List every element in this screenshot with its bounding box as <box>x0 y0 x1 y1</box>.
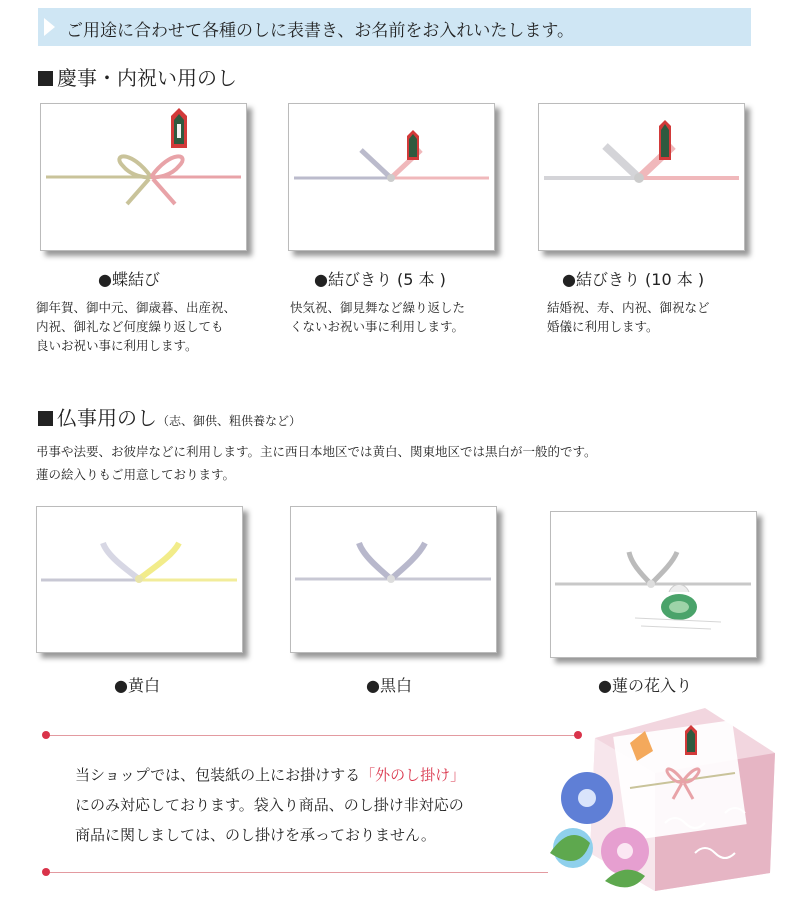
notice-line-2: にのみ対応しております。袋入り商品、のし掛け非対応の <box>75 796 464 814</box>
desc-line: 内祝、御礼など何度繰り返しても <box>36 319 224 334</box>
noshi-kokubyaku-illustration <box>291 507 496 652</box>
square-bullet-icon <box>38 411 53 426</box>
celebration-heading-text: 慶事・内祝い用のし <box>57 66 237 90</box>
label-musubikiri-5: ●結びきり (5 本 ) <box>314 270 446 289</box>
label-musubikiri-10: ●結びきり (10 本 ) <box>562 270 705 289</box>
noshi-card-kishiro <box>36 506 243 653</box>
buddhist-heading-sub: （志、御供、粗供養など） <box>157 414 302 428</box>
desc-line: くないお祝い事に利用します。 <box>290 319 465 334</box>
desc-line: 快気祝、御見舞など繰り返した <box>290 300 466 315</box>
arrow-icon <box>44 18 55 36</box>
noshi-lotus-illustration <box>551 512 756 657</box>
desc-line: 御年賀、御中元、御歳暮、出産祝、 <box>36 300 237 315</box>
buddhist-paragraph <box>36 440 597 486</box>
dot-icon <box>42 731 50 739</box>
notice-line-1 <box>75 760 465 790</box>
label-kishiro: ●黄白 <box>114 676 160 695</box>
notice-line-1-text: 当ショップでは、包装紙の上にお掛けする <box>75 766 361 784</box>
label-lotus: ●蓮の花入り <box>598 676 692 695</box>
desc-chomusubi <box>36 298 236 355</box>
desc-line: 結婚祝、寿、内祝、御祝など <box>547 300 710 315</box>
dot-icon <box>42 868 50 876</box>
banner-text: ご用途に合わせて各種のしに表書き、お名前をお入れいたします。 <box>66 21 574 41</box>
divider-bottom <box>48 872 548 873</box>
noshi-card-kokubyaku <box>290 506 497 653</box>
noshi-kishiro-illustration <box>37 507 242 652</box>
buddhist-heading-text: 仏事用のし <box>57 406 157 430</box>
noshi-card-musubikiri-5 <box>288 103 495 251</box>
notice-line-3: 商品に関しましては、のし掛けを承っておりません。 <box>75 826 436 844</box>
desc-musubikiri-5 <box>290 298 465 336</box>
desc-line: 良いお祝い事に利用します。 <box>36 338 198 353</box>
gift-box-illustration <box>545 703 780 893</box>
header-banner <box>38 8 751 46</box>
noshi-card-musubikiri-10 <box>538 103 745 251</box>
notice-text <box>75 760 465 850</box>
noshi-card-lotus <box>550 511 757 658</box>
noshi-card-chomusubi <box>40 103 247 251</box>
noshi-chomusubi-illustration <box>41 104 246 250</box>
desc-musubikiri-10 <box>547 298 710 336</box>
para-line: 弔事や法要、お彼岸などに利用します。主に西日本地区では黄白、関東地区では黒白が一般的です。 <box>36 444 597 459</box>
buddhist-heading <box>38 402 301 431</box>
divider-top <box>48 735 578 736</box>
label-chomusubi: ●蝶結び <box>98 270 160 289</box>
label-kokubyaku: ●黒白 <box>366 676 412 695</box>
noshi-musubikiri-10-illustration <box>539 104 744 250</box>
square-bullet-icon <box>38 71 53 86</box>
noshi-musubikiri-5-illustration <box>289 104 494 250</box>
desc-line: 婚儀に利用します。 <box>547 319 659 334</box>
celebration-heading <box>38 62 237 91</box>
notice-highlight: 「外のし掛け」 <box>360 766 466 784</box>
para-line: 蓮の絵入りもご用意しております。 <box>36 467 236 482</box>
